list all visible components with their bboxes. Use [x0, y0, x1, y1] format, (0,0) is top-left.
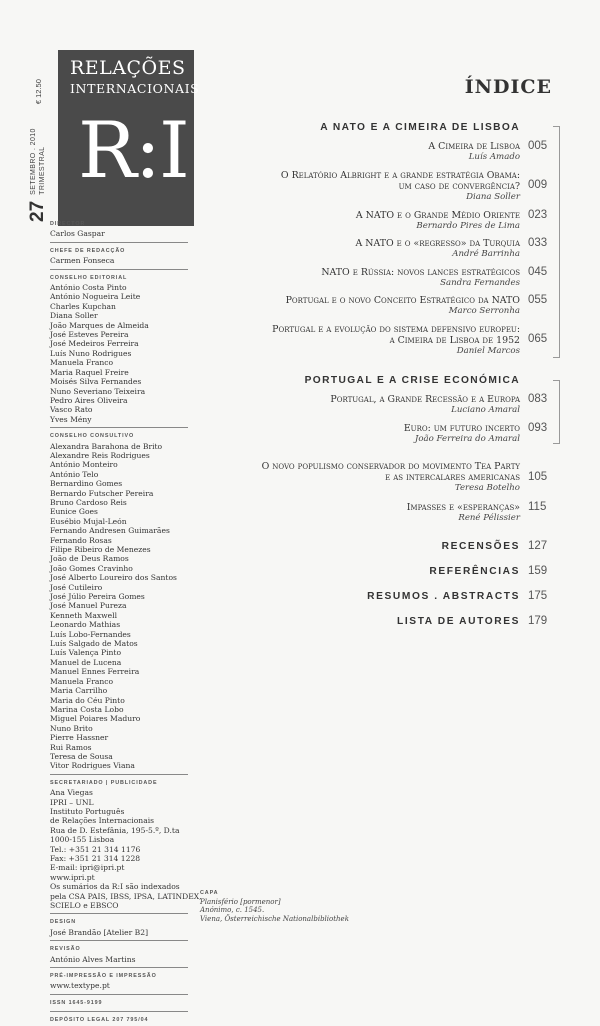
list-item: Pedro Aires Oliveira	[50, 395, 128, 405]
list-item: João Gomes Cravinho	[50, 563, 133, 573]
divider	[50, 242, 188, 243]
list-item: Miguel Poiares Maduro	[50, 714, 141, 724]
entry-page: 055	[528, 294, 548, 306]
secretariat-label: SECRETARIADO | PUBLICIDADE	[50, 779, 158, 786]
list-item: Nuno Severiano Teixeira	[50, 386, 146, 396]
list-item: Os sumários da R:I são indexados	[50, 882, 180, 892]
entry-page: 179	[528, 615, 548, 627]
cover-credit	[200, 889, 349, 923]
section-reviews[interactable]: RECENSÕES	[441, 541, 520, 552]
entry-title: A Cimeira de Lisboa	[428, 141, 520, 152]
list-item: Alexandre Reis Rodrigues	[50, 450, 150, 460]
entry-page: 005	[528, 140, 548, 152]
entry-author: René Pélissier	[458, 513, 520, 523]
section-bracket	[553, 380, 560, 444]
list-item: Bernardino Gomes	[50, 479, 123, 489]
section-references[interactable]: REFERÊNCIAS	[429, 566, 520, 577]
divider	[50, 1011, 188, 1012]
section-heading-nato: A NATO E A CIMEIRA DE LISBOA	[320, 122, 520, 133]
toc-entry[interactable]	[240, 461, 520, 493]
toc-entry[interactable]	[240, 267, 520, 288]
design-credit: José Brandão [Atelier B2]	[50, 927, 149, 937]
cover-label: CAPA	[200, 890, 219, 896]
list-item: José Cutileiro	[50, 582, 103, 592]
list-item: Manuel de Lucena	[50, 657, 122, 667]
list-item: José Medeiros Ferreira	[50, 339, 139, 349]
consultive-list	[50, 442, 188, 771]
list-item: Diana Soller	[50, 311, 98, 321]
divider	[50, 269, 188, 270]
toc-entry[interactable]	[240, 170, 520, 202]
entry-author: João Ferreira do Amaral	[414, 434, 520, 444]
page-title: ÍNDICE	[464, 76, 552, 98]
entry-page: 105	[528, 471, 548, 483]
print-credit: www.textype.pt	[50, 981, 110, 991]
entry-page: 023	[528, 209, 548, 221]
journal-logo-block	[58, 50, 200, 226]
list-item: Vasco Rato	[50, 405, 93, 415]
section-authors[interactable]: LISTA DE AUTORES	[397, 616, 520, 627]
list-item: E-mail: ipri@ipri.pt	[50, 863, 125, 873]
list-item: Rui Ramos	[50, 742, 92, 752]
list-item: José Esteves Pereira	[50, 330, 129, 340]
list-item: Teresa de Sousa	[50, 751, 113, 761]
chief-name: Carmen Fonseca	[50, 256, 115, 266]
list-item: Manuela Franco	[50, 358, 114, 368]
list-item: Luís Valença Pinto	[50, 648, 122, 658]
divider	[50, 913, 188, 914]
list-item: Luís Nuno Rodrigues	[50, 348, 132, 358]
list-item: Yves Mény	[50, 414, 92, 424]
list-item: António Nogueira Leite	[50, 292, 141, 302]
entry-page: 083	[528, 393, 548, 405]
toc-entry[interactable]	[240, 502, 520, 523]
list-item: José Manuel Pureza	[50, 601, 127, 611]
section-bracket	[553, 126, 560, 358]
entry-title: Impasses e «esperanças»	[406, 502, 520, 513]
entry-title: A NATO e o Grande Médio Oriente	[355, 210, 520, 221]
entry-author: André Barrinha	[452, 249, 520, 259]
list-item: Eunice Goes	[50, 507, 98, 517]
toc-entry[interactable]	[240, 141, 520, 162]
list-item: Rua de D. Estefânia, 195-5.º, D.ta	[50, 825, 180, 835]
toc-entry[interactable]	[240, 210, 520, 231]
list-item: Manuela Franco	[50, 676, 114, 686]
list-item: Instituto Português	[50, 806, 125, 816]
list-item: SCIELO e EBSCO	[50, 901, 119, 911]
entry-author: Luís Amado	[468, 152, 520, 162]
list-item: José Alberto Loureiro dos Santos	[50, 573, 177, 583]
list-item: Bruno Cardoso Reis	[50, 497, 127, 507]
issue-date: SETEMBRO . 2010	[30, 128, 37, 195]
list-item: Luís Salgado de Matos	[50, 639, 138, 649]
list-item: Luís Lobo-Fernandes	[50, 629, 131, 639]
list-item: José Júlio Pereira Gomes	[50, 592, 145, 602]
list-item: Ana Viegas	[50, 788, 93, 798]
section-abstracts[interactable]: RESUMOS . ABSTRACTS	[367, 591, 520, 602]
entry-title: O Relatório Albright e a grande estratégia Obama:	[280, 170, 520, 181]
director-label: DIRECTOR	[50, 221, 86, 227]
list-item: Manuel Ennes Ferreira	[50, 667, 140, 677]
divider	[50, 774, 188, 775]
list-item: António Telo	[50, 469, 99, 479]
entry-page: 127	[528, 540, 548, 552]
list-item: Eusébio Mujal-León	[50, 516, 127, 526]
list-item: Fax: +351 21 314 1228	[50, 854, 141, 863]
entry-author: Bernardo Pires de Lima	[416, 221, 520, 231]
revision-credit: António Alves Martins	[50, 954, 136, 964]
list-item: Moisés Silva Fernandes	[50, 377, 142, 387]
entry-title: Portugal e a evolução do sistema defensivo europeu:	[272, 324, 520, 335]
consultive-label: CONSELHO CONSULTIVO	[50, 433, 135, 440]
list-item: Maria do Céu Pinto	[50, 695, 125, 705]
entry-page: 009	[528, 179, 548, 191]
list-item: Kenneth Maxwell	[50, 610, 118, 620]
list-item: IPRI – UNL	[50, 797, 94, 807]
section-heading-crisis: PORTUGAL E A CRISE ECONÓMICA	[304, 375, 520, 386]
cover-line: Anónimo, c. 1545.	[200, 906, 265, 915]
list-item: 1000-155 Lisboa	[50, 835, 115, 845]
list-item: Pierre Hassner	[50, 733, 109, 743]
list-item: João de Deus Ramos	[50, 554, 129, 564]
list-item: João Marques de Almeida	[50, 320, 149, 330]
list-item: António Monteiro	[50, 460, 118, 470]
toc-entry[interactable]	[240, 394, 520, 415]
list-item: Nuno Brito	[50, 723, 93, 733]
entry-page: 065	[528, 333, 548, 345]
revision-label: REVISÃO	[50, 946, 81, 953]
list-item: Bernardo Futscher Pereira	[50, 488, 154, 498]
cover-line: Planisfério [pormenor]	[200, 897, 281, 906]
journal-title-line1: RELAÇÕES	[70, 57, 186, 79]
entry-author: Marco Serronha	[448, 306, 520, 316]
list-item: António Costa Pinto	[50, 283, 127, 293]
divider	[50, 967, 188, 968]
issue-frequency: TRIMESTRAL	[39, 146, 46, 195]
entry-title: Euro: um futuro incerto	[403, 423, 520, 434]
toc-entry[interactable]	[240, 295, 520, 316]
list-item: Marina Costa Lobo	[50, 704, 124, 714]
list-item: Leonardo Mathias	[50, 620, 121, 630]
list-item: Vitor Rodrigues Viana	[50, 761, 135, 771]
entry-author: Diana Soller	[466, 192, 520, 202]
entry-page: 175	[528, 590, 548, 602]
divider	[50, 427, 188, 428]
editorial-label: CONSELHO EDITORIAL	[50, 274, 128, 281]
entry-page: 033	[528, 237, 548, 249]
director-name: Carlos Gaspar	[50, 229, 105, 239]
entry-title: Portugal e o novo Conceito Estratégico da NATO	[285, 295, 520, 306]
list-item: www.ipri.pt	[50, 872, 95, 882]
print-label: PRÉ-IMPRESSÃO E IMPRESSÃO	[50, 973, 157, 980]
issue-number: 27	[27, 200, 48, 222]
list-item: Filipe Ribeiro de Menezes	[50, 545, 151, 554]
list-item: Tel.: +351 21 314 1176	[50, 844, 141, 854]
editorial-list	[50, 283, 188, 424]
issue-price: € 12.50	[33, 79, 43, 105]
design-label: DESIGN	[50, 919, 77, 926]
issn: ISSN 1645-9199	[50, 999, 103, 1006]
entry-author: Daniel Marcos	[456, 346, 520, 356]
list-item: Alexandra Barahona de Brito	[50, 441, 163, 451]
legal-deposit: DEPÓSITO LEGAL 207 795/04	[50, 1017, 149, 1024]
entry-title-continued: e as intercalares americanas	[385, 472, 520, 483]
entry-title-continued: a Cimeira de Lisboa de 1952	[389, 335, 520, 346]
cover-line: Viena, Österreichische Nationalbibliothek	[200, 914, 349, 923]
divider	[50, 994, 188, 995]
chief-label: CHEFE DE REDACÇÃO	[50, 247, 126, 254]
entry-title: O novo populismo conservador do movimento Tea Party	[261, 461, 520, 472]
divider	[50, 940, 188, 941]
list-item: Charles Kupchan	[50, 301, 116, 311]
list-item: de Relações Internacionais	[50, 816, 155, 826]
toc-entry[interactable]	[240, 324, 520, 356]
list-item: Fernando Rosas	[50, 535, 112, 545]
entry-author: Sandra Fernandes	[440, 278, 520, 288]
entry-title-continued: um caso de convergência?	[398, 181, 520, 192]
entry-title: NATO e Rússia: novos lances estratégicos	[321, 267, 520, 278]
entry-page: 159	[528, 565, 548, 577]
secretariat-list	[50, 788, 202, 911]
list-item: pela CSA PAIS, IBSS, IPSA, LATINDEX,	[50, 891, 202, 901]
entry-page: 045	[528, 266, 548, 278]
entry-author: Teresa Botelho	[454, 483, 520, 493]
list-item: Maria Raquel Freire	[50, 367, 129, 377]
journal-title-line2: INTERNACIONAIS	[70, 81, 200, 96]
list-item: Fernando Andresen Guimarães	[50, 526, 170, 536]
toc-entry[interactable]	[240, 423, 520, 444]
entry-title: A NATO e o «regresso» da Turquia	[355, 238, 520, 249]
entry-page: 115	[528, 501, 547, 513]
journal-logo: R:I	[78, 106, 188, 196]
issue-strip	[22, 52, 54, 222]
entry-title: Portugal, a Grande Recessão e a Europa	[330, 394, 520, 405]
list-item: Maria Carrilho	[50, 686, 108, 696]
entry-page: 093	[528, 422, 548, 434]
entry-author: Luciano Amaral	[451, 405, 520, 415]
masthead	[50, 216, 202, 1026]
toc-entry[interactable]	[240, 238, 520, 259]
